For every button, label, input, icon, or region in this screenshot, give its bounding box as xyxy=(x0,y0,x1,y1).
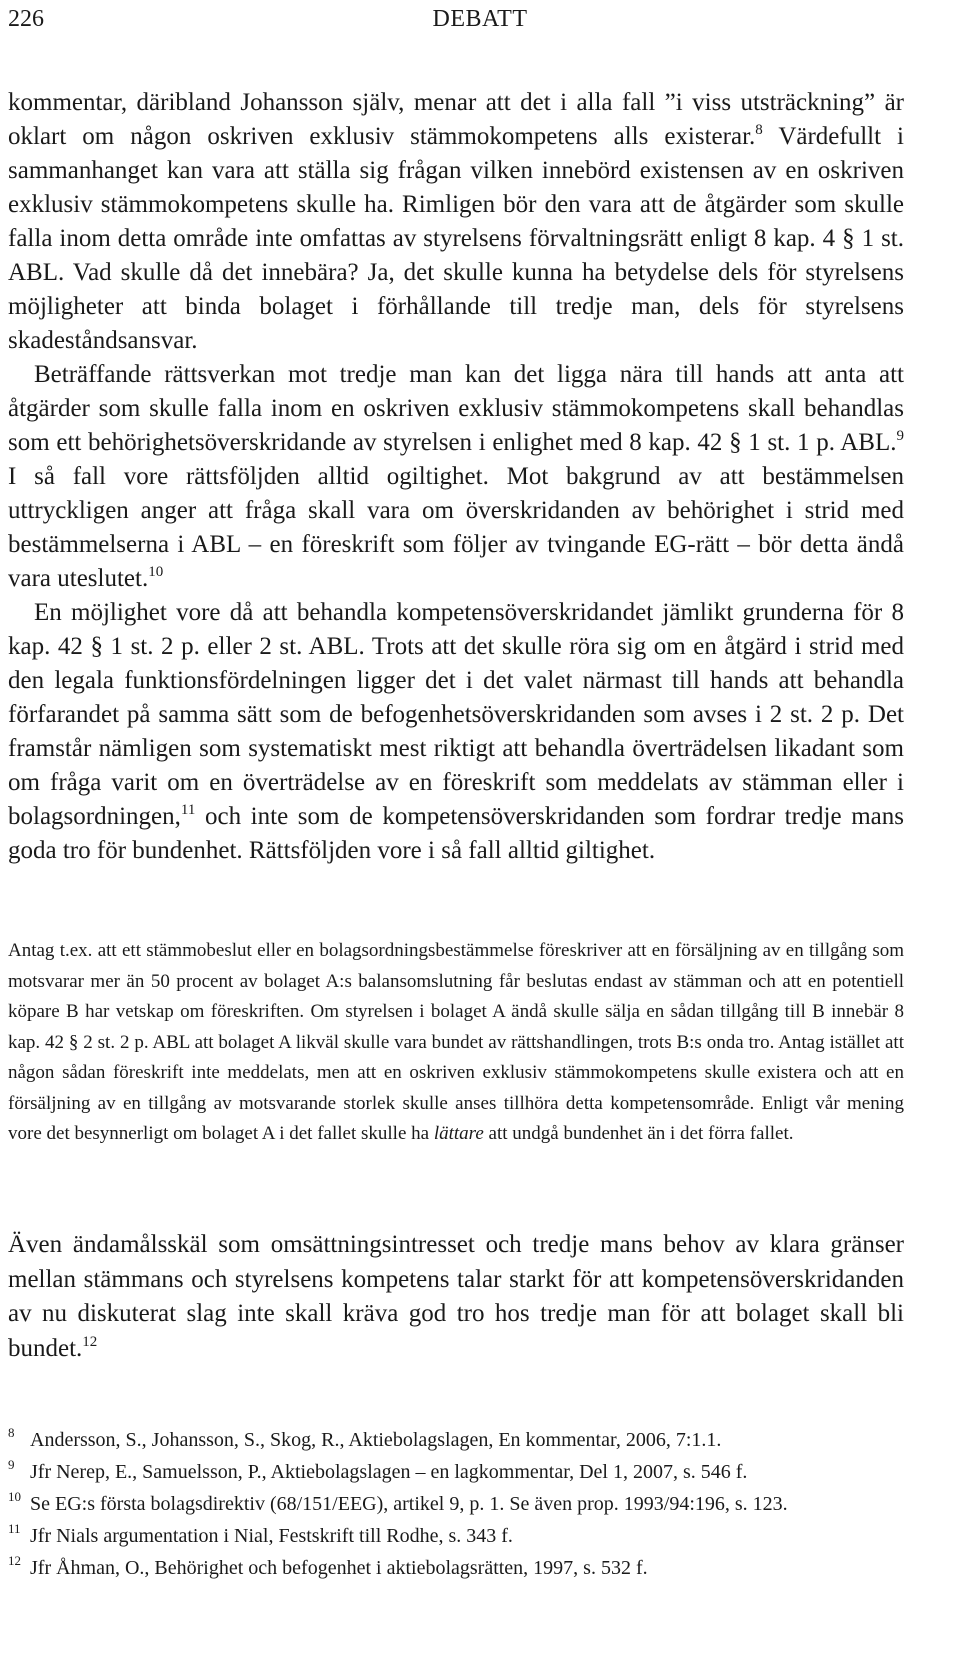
footnote-number: 10 xyxy=(8,1489,21,1504)
footnote-item xyxy=(8,1488,908,1520)
paragraph-3-part-b: och inte som de kompetensöverskridanden som fordrar tredje mans goda tro för bundenhet. Rättsföljden vore i så fall alltid giltighet. xyxy=(8,803,904,864)
footnote-number: 12 xyxy=(8,1553,21,1568)
example-part-a: Antag t.ex. att ett stämmobeslut eller en bolagsordningsbestämmelse föreskriver att en försäljning av en tillgång som motsvarar mer än 50 procent av bolaget A:s balansomslutning får beslutas endast av stämman och att en potentiell köpare B har vetskap om föreskriften. Om styrelsen i bolaget A ändå skulle sälja en sådan tillgång till B innebär 8 kap. 42 § 2 st. 2 p. ABL att bolaget A likväl skulle vara bundet av rättshandlingen, trots B:s onda tro. Antag istället att någon sådan föreskrift inte meddelats, men att en oskriven exklusiv stämmokompetens skulle existera och att en försäljning av en tillgång av motsvarande storlek skulle anses tillhöra detta kompetensområde. Enligt vår mening vore det besynnerligt om bolaget A i det fallet skulle ha xyxy=(8,940,904,1144)
footnote-item xyxy=(8,1552,908,1584)
footnotes xyxy=(8,1424,908,1584)
footnote-number: 8 xyxy=(8,1425,15,1440)
example-block xyxy=(8,936,904,1150)
conclusion-text: Även ändamålsskäl som omsättningsintresset och tredje mans behov av klara gränser mellan stämmans och styrelsens kompetens talar starkt för att kompetensöverskridanden av nu diskuterat slag inte skall kräva god tro hos tredje man för att bolaget skall bli bundet. xyxy=(8,1231,904,1362)
running-title: DEBATT xyxy=(432,6,528,32)
paragraph-2 xyxy=(8,358,904,596)
conclusion-block xyxy=(8,1228,904,1366)
paragraph-2-part-a: Beträffande rättsverkan mot tredje man kan det ligga nära till hands att anta att åtgärder som skulle falla inom en oskriven exklusiv stämmokompetens skall behandlas som ett behörighetsöverskridande av styrelsen i enlighet med 8 kap. 42 § 1 st. 1 p. ABL. xyxy=(8,361,904,456)
example-paragraph xyxy=(8,936,904,1150)
example-part-b: att undgå bundenhet än i det förra fallet. xyxy=(483,1123,794,1144)
paragraph-3-part-a: En möjlighet vore då att behandla kompetensöverskridandet jämlikt grunderna för 8 kap. 42 § 1 st. 2 p. eller 2 st. ABL. Trots att det skulle röra sig om en åtgärd i strid med den legala funktionsfördelningen ligger det i det valet närmast till hands att behandla förfarandet på samma sätt som de befogenhetsöverskridanden som avses i 2 st. 2 p. Det framstår nämligen som systematiskt mest riktigt att behandla överträdelsen likadant som om fråga varit om en överträdelse av en föreskrift som meddelats av stämman eller i bolagsordningen, xyxy=(8,599,904,830)
page-header xyxy=(8,6,952,36)
footnote-number: 9 xyxy=(8,1457,15,1472)
footnote-ref-11: 11 xyxy=(180,802,196,818)
main-text xyxy=(8,86,904,868)
paragraph-1-part-a: kommentar, däribland Johansson själv, menar att det i alla fall ”i viss utsträckning” är oklart om någon oskriven exklusiv stämmokompetens alls existerar. xyxy=(8,89,904,150)
footnote-text: Andersson, S., Johansson, S., Skog, R., Aktiebolagslagen, En kommentar, 2006, 7:1.1. xyxy=(30,1429,722,1451)
footnote-ref-9: 9 xyxy=(896,428,904,444)
paragraph-1 xyxy=(8,86,904,358)
paragraph-3 xyxy=(8,596,904,868)
paragraph-2-part-b: I så fall vore rättsföljden alltid ogiltighet. Mot bakgrund av att bestämmelsen uttryckligen anger att fråga skall vara om överskridanden av behörighet i strid med bestämmelserna i ABL – en föreskrift som följer av tvingande EG-rätt – bör detta ändå vara uteslutet. xyxy=(8,463,904,592)
footnote-ref-10: 10 xyxy=(148,564,164,580)
footnote-item xyxy=(8,1424,908,1456)
conclusion-paragraph xyxy=(8,1228,904,1366)
footnote-text: Se EG:s första bolagsdirektiv (68/151/EEG), artikel 9, p. 1. Se även prop. 1993/94:196, s. 123. xyxy=(30,1493,788,1515)
footnote-item xyxy=(8,1520,908,1552)
paragraph-1-part-b: Värdefullt i sammanhanget kan vara att ställa sig frågan vilken innebörd existensen av en oskriven exklusiv stämmokompetens skulle ha. Rimligen bör den vara att de åtgärder som skulle falla inom detta område inte omfattas av styrelsens förvaltningsrätt enligt 8 kap. 4 § 1 st. ABL. Vad skulle då det innebära? Ja, det skulle kunna ha betydelse dels för styrelsens möjligheter att binda bolaget i förhållande till tredje man, dels för styrelsens skadeståndsansvar. xyxy=(8,123,905,354)
footnote-ref-8: 8 xyxy=(755,122,763,138)
footnote-text: Jfr Nerep, E., Samuelsson, P., Aktiebolagslagen – en lagkommentar, Del 1, 2007, s. 546 f. xyxy=(30,1461,748,1483)
footnote-number: 11 xyxy=(8,1521,21,1536)
footnote-item xyxy=(8,1456,908,1488)
example-emphasis: lättare xyxy=(433,1123,484,1144)
page-number: 226 xyxy=(8,6,44,32)
footnote-text: Jfr Nials argumentation i Nial, Festskrift till Rodhe, s. 343 f. xyxy=(30,1525,513,1547)
footnote-text: Jfr Åhman, O., Behörighet och befogenhet i aktiebolagsrätten, 1997, s. 532 f. xyxy=(30,1557,648,1579)
footnote-ref-12: 12 xyxy=(82,1333,98,1350)
